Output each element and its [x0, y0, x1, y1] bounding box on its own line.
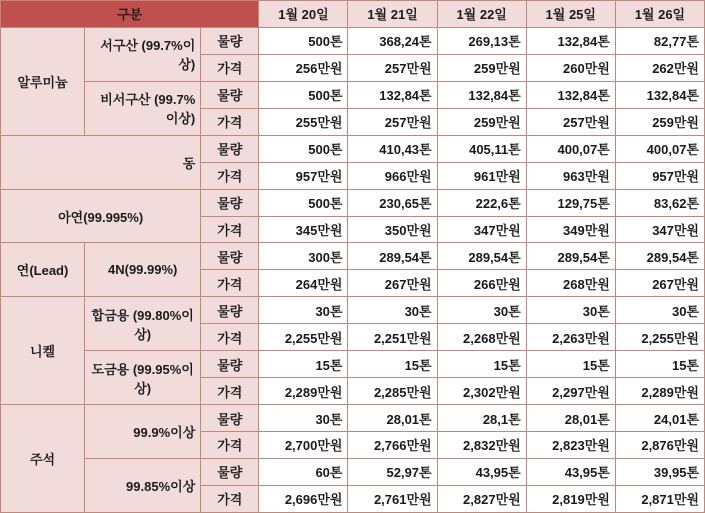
value-cell: 52,97톤 [348, 458, 437, 485]
value-cell: 132,84톤 [526, 81, 615, 108]
kind-cell: 물량 [201, 405, 259, 432]
table-header-row [1, 1, 705, 28]
value-cell: 82,77톤 [615, 27, 704, 54]
kind-cell: 가격 [201, 485, 259, 512]
value-cell: 30톤 [259, 297, 348, 324]
value-cell: 15톤 [348, 351, 437, 378]
table-row [1, 27, 705, 54]
value-cell: 2,819만원 [526, 485, 615, 512]
value-cell: 30톤 [259, 405, 348, 432]
kind-cell: 가격 [201, 324, 259, 351]
value-cell: 345만원 [259, 216, 348, 243]
header-date-1: 1월 20일 [259, 1, 348, 28]
category-aluminium: 알루미늄 [1, 27, 85, 135]
value-cell: 132,84톤 [526, 27, 615, 54]
value-cell: 255만원 [259, 108, 348, 135]
value-cell: 262만원 [615, 54, 704, 81]
value-cell: 30톤 [526, 297, 615, 324]
kind-cell: 물량 [201, 243, 259, 270]
value-cell: 222,6톤 [437, 189, 526, 216]
value-cell: 2,696만원 [259, 485, 348, 512]
sub-nickel-plating: 도금용 (99.95%이상) [85, 351, 201, 405]
value-cell: 350만원 [348, 216, 437, 243]
category-zinc: 아연(99.995%) [1, 189, 201, 243]
value-cell: 132,84톤 [348, 81, 437, 108]
kind-cell: 가격 [201, 378, 259, 405]
value-cell: 2,297만원 [526, 378, 615, 405]
table-row [1, 405, 705, 432]
value-cell: 289,54톤 [348, 243, 437, 270]
sub-aluminium-west: 서구산 (99.7%이상) [85, 27, 201, 81]
value-cell: 264만원 [259, 270, 348, 297]
header-date-2: 1월 21일 [348, 1, 437, 28]
value-cell: 957만원 [259, 162, 348, 189]
value-cell: 83,62톤 [615, 189, 704, 216]
value-cell: 405,11톤 [437, 135, 526, 162]
kind-cell: 가격 [201, 54, 259, 81]
value-cell: 132,84톤 [615, 81, 704, 108]
value-cell: 132,84톤 [437, 81, 526, 108]
value-cell: 28,1톤 [437, 405, 526, 432]
value-cell: 349만원 [526, 216, 615, 243]
value-cell: 266만원 [437, 270, 526, 297]
table-row [1, 351, 705, 378]
header-date-4: 1월 25일 [526, 1, 615, 28]
value-cell: 256만원 [259, 54, 348, 81]
value-cell: 230,65톤 [348, 189, 437, 216]
value-cell: 2,761만원 [348, 485, 437, 512]
value-cell: 15톤 [259, 351, 348, 378]
kind-cell: 물량 [201, 81, 259, 108]
value-cell: 2,255만원 [259, 324, 348, 351]
category-nickel: 니켈 [1, 297, 85, 405]
value-cell: 2,871만원 [615, 485, 704, 512]
kind-cell: 가격 [201, 432, 259, 459]
value-cell: 24,01톤 [615, 405, 704, 432]
value-cell: 60톤 [259, 458, 348, 485]
value-cell: 2,289만원 [615, 378, 704, 405]
value-cell: 2,302만원 [437, 378, 526, 405]
value-cell: 129,75톤 [526, 189, 615, 216]
header-date-5: 1월 26일 [615, 1, 704, 28]
value-cell: 268만원 [526, 270, 615, 297]
value-cell: 259만원 [437, 54, 526, 81]
value-cell: 500톤 [259, 189, 348, 216]
value-cell: 30톤 [437, 297, 526, 324]
table-row [1, 135, 705, 162]
value-cell: 347만원 [615, 216, 704, 243]
kind-cell: 가격 [201, 108, 259, 135]
value-cell: 39,95톤 [615, 458, 704, 485]
value-cell: 257만원 [348, 108, 437, 135]
table-row [1, 81, 705, 108]
header-date-3: 1월 22일 [437, 1, 526, 28]
value-cell: 2,823만원 [526, 432, 615, 459]
value-cell: 43,95톤 [437, 458, 526, 485]
kind-cell: 물량 [201, 27, 259, 54]
value-cell: 2,255만원 [615, 324, 704, 351]
kind-cell: 물량 [201, 189, 259, 216]
value-cell: 2,251만원 [348, 324, 437, 351]
kind-cell: 물량 [201, 351, 259, 378]
value-cell: 15톤 [615, 351, 704, 378]
header-label: 구분 [1, 1, 259, 28]
value-cell: 257만원 [526, 108, 615, 135]
value-cell: 2,827만원 [437, 485, 526, 512]
value-cell: 2,876만원 [615, 432, 704, 459]
category-tin: 주석 [1, 405, 85, 513]
value-cell: 259만원 [615, 108, 704, 135]
category-copper: 동 [1, 135, 201, 189]
kind-cell: 물량 [201, 135, 259, 162]
kind-cell: 가격 [201, 216, 259, 243]
value-cell: 963만원 [526, 162, 615, 189]
value-cell: 410,43톤 [348, 135, 437, 162]
value-cell: 289,54톤 [615, 243, 704, 270]
table-row [1, 297, 705, 324]
value-cell: 2,700만원 [259, 432, 348, 459]
value-cell: 289,54톤 [526, 243, 615, 270]
value-cell: 257만원 [348, 54, 437, 81]
value-cell: 28,01톤 [526, 405, 615, 432]
category-lead: 연(Lead) [1, 243, 85, 297]
kind-cell: 물량 [201, 458, 259, 485]
value-cell: 267만원 [615, 270, 704, 297]
kind-cell: 물량 [201, 297, 259, 324]
table-row [1, 458, 705, 485]
value-cell: 2,285만원 [348, 378, 437, 405]
value-cell: 259만원 [437, 108, 526, 135]
value-cell: 347만원 [437, 216, 526, 243]
value-cell: 260만원 [526, 54, 615, 81]
value-cell: 267만원 [348, 270, 437, 297]
table-row [1, 243, 705, 270]
value-cell: 500톤 [259, 27, 348, 54]
value-cell: 966만원 [348, 162, 437, 189]
sub-aluminium-nonwest: 비서구산 (99.7%이상) [85, 81, 201, 135]
sub-lead-4n: 4N(99.99%) [85, 243, 201, 297]
value-cell: 30톤 [348, 297, 437, 324]
value-cell: 2,289만원 [259, 378, 348, 405]
value-cell: 289,54톤 [437, 243, 526, 270]
value-cell: 300톤 [259, 243, 348, 270]
value-cell: 43,95톤 [526, 458, 615, 485]
value-cell: 2,268만원 [437, 324, 526, 351]
value-cell: 2,766만원 [348, 432, 437, 459]
value-cell: 961만원 [437, 162, 526, 189]
sub-tin-9985: 99.85%이상 [85, 458, 201, 512]
value-cell: 957만원 [615, 162, 704, 189]
kind-cell: 가격 [201, 162, 259, 189]
value-cell: 500톤 [259, 135, 348, 162]
value-cell: 400,07톤 [526, 135, 615, 162]
value-cell: 500톤 [259, 81, 348, 108]
kind-cell: 가격 [201, 270, 259, 297]
table-row [1, 189, 705, 216]
value-cell: 30톤 [615, 297, 704, 324]
value-cell: 15톤 [437, 351, 526, 378]
value-cell: 400,07톤 [615, 135, 704, 162]
sub-nickel-alloy: 합금용 (99.80%이상) [85, 297, 201, 351]
value-cell: 28,01톤 [348, 405, 437, 432]
value-cell: 15톤 [526, 351, 615, 378]
value-cell: 2,832만원 [437, 432, 526, 459]
value-cell: 2,263만원 [526, 324, 615, 351]
sub-tin-999: 99.9%이상 [85, 405, 201, 459]
value-cell: 269,13톤 [437, 27, 526, 54]
value-cell: 368,24톤 [348, 27, 437, 54]
